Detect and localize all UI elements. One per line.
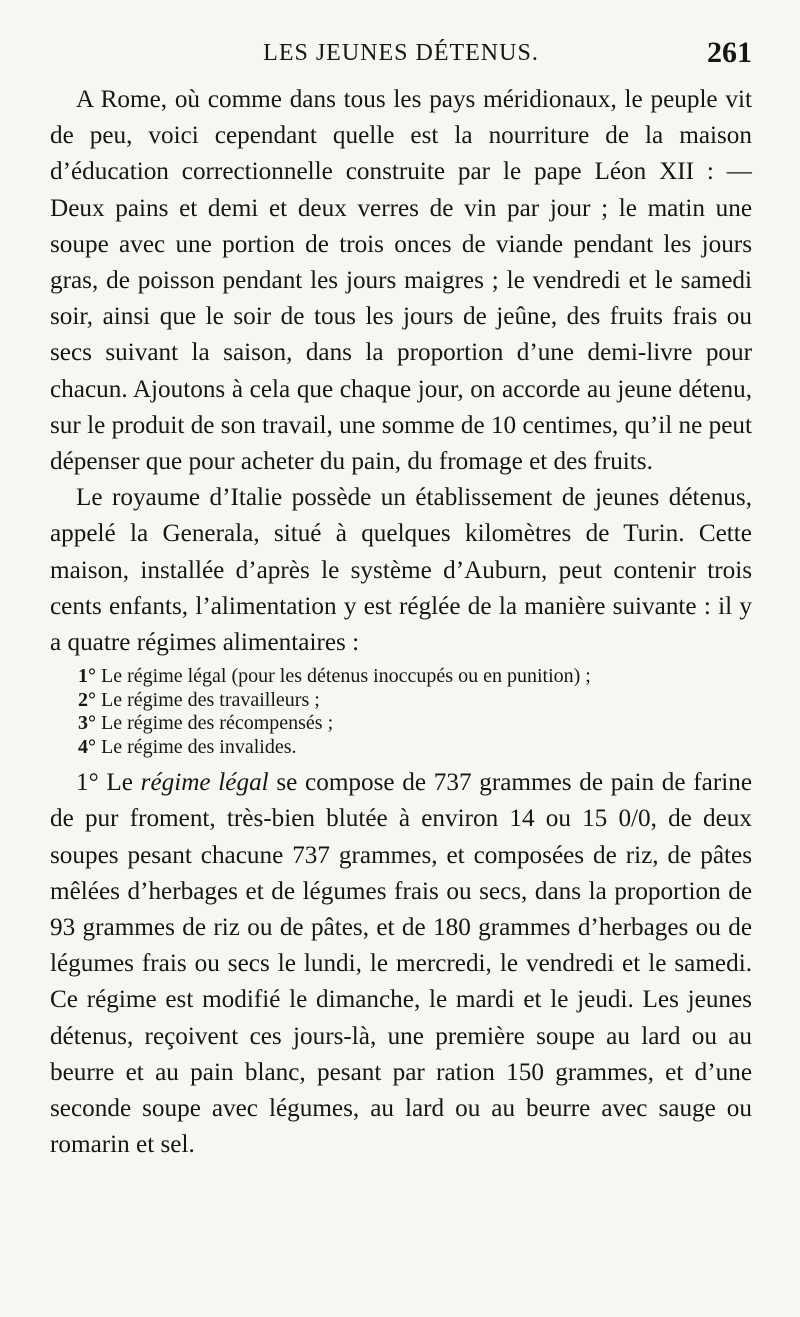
running-title: LES JEUNES DÉTENUS. (263, 40, 539, 66)
list-item (78, 689, 752, 713)
list-item (78, 712, 752, 736)
page-number: 261 (707, 36, 752, 69)
list-item-number: 4° (78, 735, 96, 758)
list-item-text: Le régime des travailleurs ; (101, 688, 320, 711)
page-body (50, 82, 752, 1163)
list-item-number: 2° (78, 688, 96, 711)
list-item-text: Le régime des invalides. (101, 735, 297, 758)
list-item-number: 1° (78, 665, 96, 688)
page-header (50, 34, 752, 74)
list-item-number: 3° (78, 712, 96, 735)
list-item-text: Le régime des récompensés ; (101, 712, 334, 735)
paragraph-rest: se compose de 737 grammes de pain de farine de pur froment, très-bien blutée à environ 14 ou 15 0/0, de deux soupes pesant chacune 737 grammes, et composées de riz, de pâtes mêlées d’herbages et de légumes frais ou secs, dans la proportion de 93 grammes de riz ou de pâtes, et de 180 grammes d’herbages ou de légumes frais ou secs le lundi, le mercredi, le vendredi et le samedi. Ce régime est modifié le dimanche, le mardi et le jeudi. Les jeunes détenus, reçoivent ces jours-là, une première soupe au lard ou au beurre et au pain blanc, pesant par ration 150 grammes, et d’une seconde soupe avec légumes, au lard ou au beurre avec sauge ou romarin et sel. (50, 769, 753, 1159)
italic-term: régime légal (140, 769, 269, 797)
paragraph-italie: Le royaume d’Italie possède un établissement de jeunes détenus, appelé la Generala, situé à quelques kilomètres de Turin. Cette maison, installée d’après le système d’Auburn, peut contenir trois cents enfants, l’alimentation y est réglée de la manière suivante : il y a quatre régimes alimentaires : (50, 484, 752, 657)
lead-number: 1° (76, 769, 99, 797)
lead-word: Le (106, 769, 133, 797)
list-item (78, 665, 752, 689)
list-item-text: Le régime légal (pour les détenus inoccupés ou en punition) ; (101, 665, 591, 688)
paragraph-rome: A Rome, où comme dans tous les pays méridionaux, le peuple vit de peu, voici cependant quelle est la nourriture de la maison d’éducation correctionnelle construite par le pape Léon XII : — Deux pains et demi et deux verres de vin par jour ; le matin une soupe avec une portion de trois onces de viande pendant les jours gras, de poisson pendant les jours maigres ; le vendredi et le samedi soir, ainsi que le soir de tous les jours de jeûne, des fruits frais ou secs suivant la saison, dans la proportion d’une demi-livre pour chacun. Ajoutons à cela que chaque jour, on accorde au jeune détenu, sur le produit de son travail, une somme de 10 centimes, qu’il ne peut dépenser que pour acheter du pain, du fromage et des fruits. (50, 86, 752, 476)
paragraph-regime-legal (50, 765, 752, 1163)
regimes-list (50, 665, 752, 759)
list-item (78, 736, 752, 760)
